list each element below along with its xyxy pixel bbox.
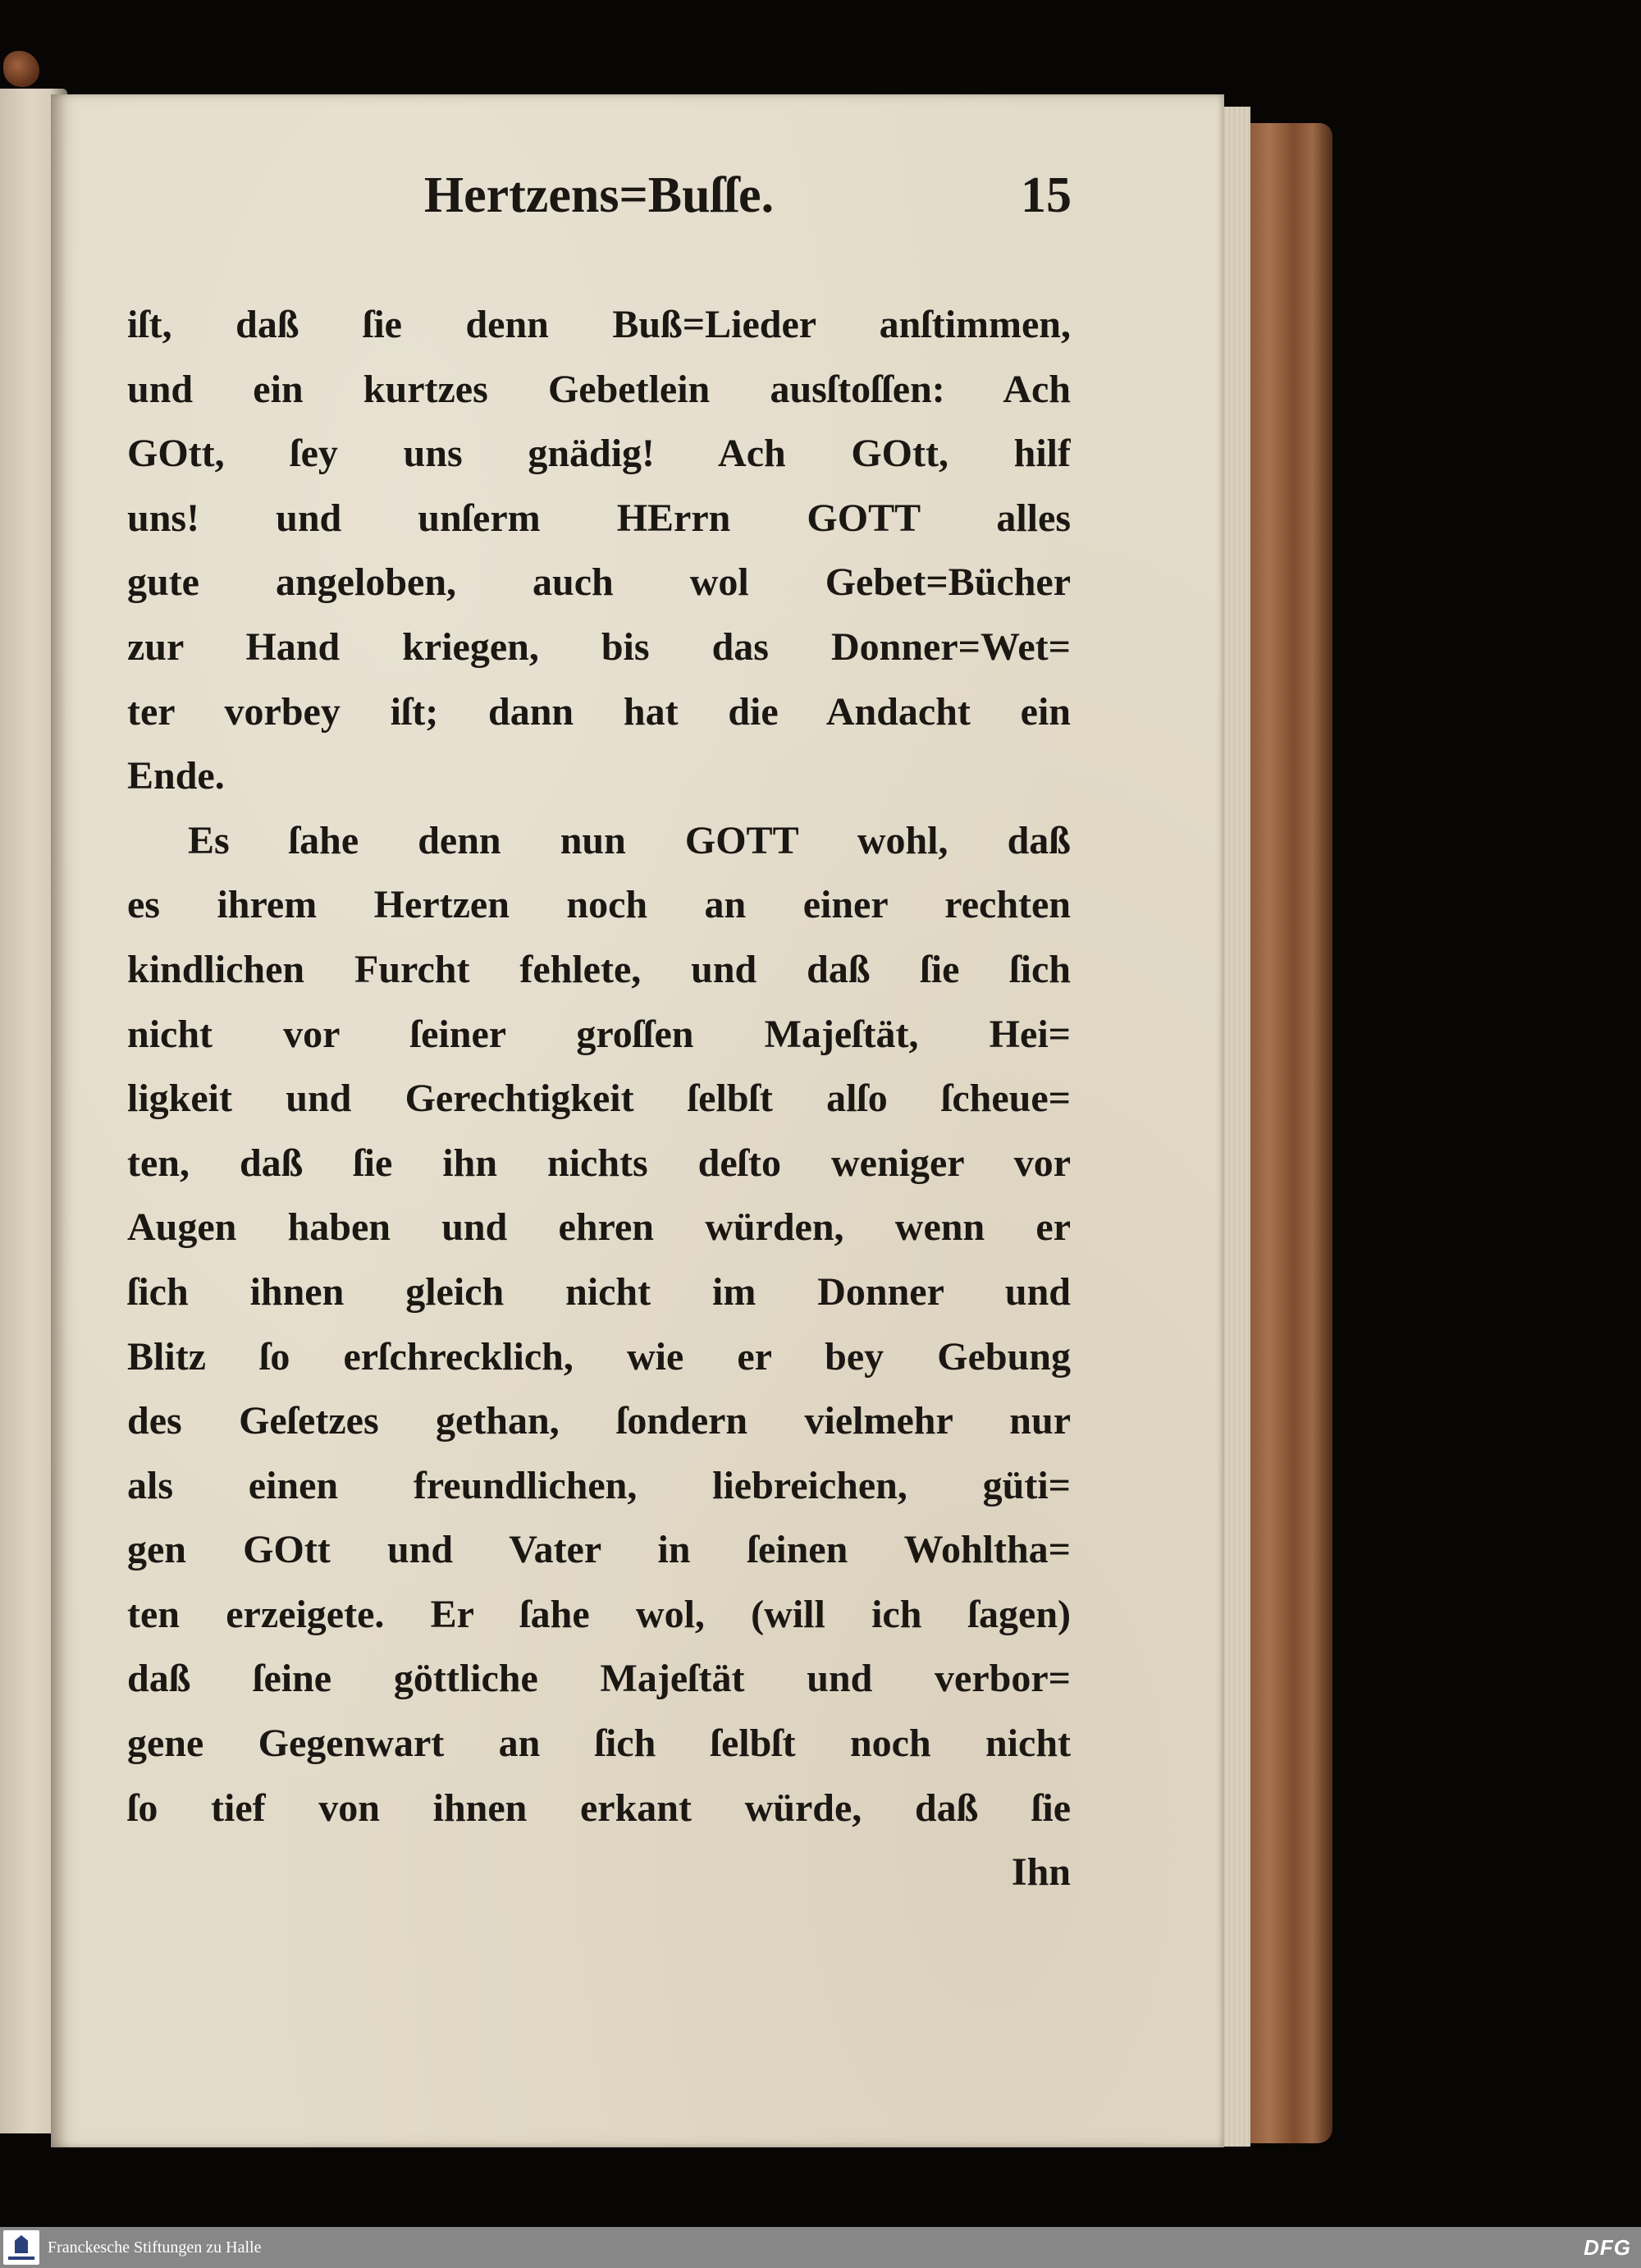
text-line: als einen freundlichen, liebreichen, güti= xyxy=(127,1463,1071,1507)
text-line: gen GOtt und Vater in ſeinen Wohltha= xyxy=(127,1528,1071,1572)
text-line: iſt, daß ſie denn Buß=Lieder anſtimmen, xyxy=(127,303,1071,346)
text-line: und ein kurtzes Gebetlein ausſtoſſen: Ach xyxy=(127,367,1071,411)
text-line: Blitz ſo erſchrecklich, wie er bey Gebung xyxy=(127,1334,1071,1379)
text-line: daß ſeine göttliche Majeſtät und verbor= xyxy=(127,1657,1071,1701)
text-line: gute angeloben, auch wol Gebet=Bücher xyxy=(127,560,1071,605)
catchword: Ihn xyxy=(1011,1850,1071,1895)
body-text xyxy=(127,293,1071,1905)
text-line: ſo tief von ihnen erkant würde, daß ſie xyxy=(127,1786,1071,1830)
binding-scrap xyxy=(3,51,39,87)
text-line: ten, daß ſie ihn nichts deſto weniger vor xyxy=(127,1141,1071,1185)
text-line: GOtt, ſey uns gnädig! Ach GOtt, hilf xyxy=(127,432,1071,476)
dfg-logo: DFG xyxy=(1584,2235,1631,2260)
text-line: nicht vor ſeiner groſſen Majeſtät, Hei= xyxy=(127,1012,1071,1056)
text-line: ſich ihnen gleich nicht im Donner und xyxy=(127,1269,1071,1314)
text-line: es ihrem Hertzen noch an einer rechten xyxy=(127,883,1071,927)
text-line: ligkeit und Gerechtigkeit ſelbſt alſo ſcheue= xyxy=(127,1077,1071,1121)
text-line: uns! und unſerm HErrn GOTT alles xyxy=(127,496,1071,540)
footer-institution: Franckesche Stiftungen zu Halle xyxy=(48,2238,262,2257)
text-line: ter vorbey iſt; dann hat die Andacht ein xyxy=(127,689,1071,734)
page-number: 15 xyxy=(1021,167,1072,223)
text-line: Ende. xyxy=(127,754,225,798)
text-line: zur Hand kriegen, bis das Donner=Wet= xyxy=(127,624,1071,669)
text-line: Es ſahe denn nun GOTT wohl, daß xyxy=(188,818,1071,862)
institution-crest-icon xyxy=(3,2230,39,2265)
text-line: des Geſetzes gethan, ſondern vielmehr nur xyxy=(127,1399,1071,1443)
text-line: Augen haben und ehren würden, wenn er xyxy=(127,1205,1071,1250)
text-line: kindlichen Furcht fehlete, und daß ſie ſich xyxy=(127,947,1071,991)
footer-bar xyxy=(0,2227,1641,2268)
running-head: Hertzens=Buſſe. xyxy=(423,167,775,223)
text-line: gene Gegenwart an ſich ſelbſt noch nicht xyxy=(127,1722,1071,1766)
text-line: ten erzeigete. Er ſahe wol, (will ich ſagen) xyxy=(127,1592,1071,1636)
